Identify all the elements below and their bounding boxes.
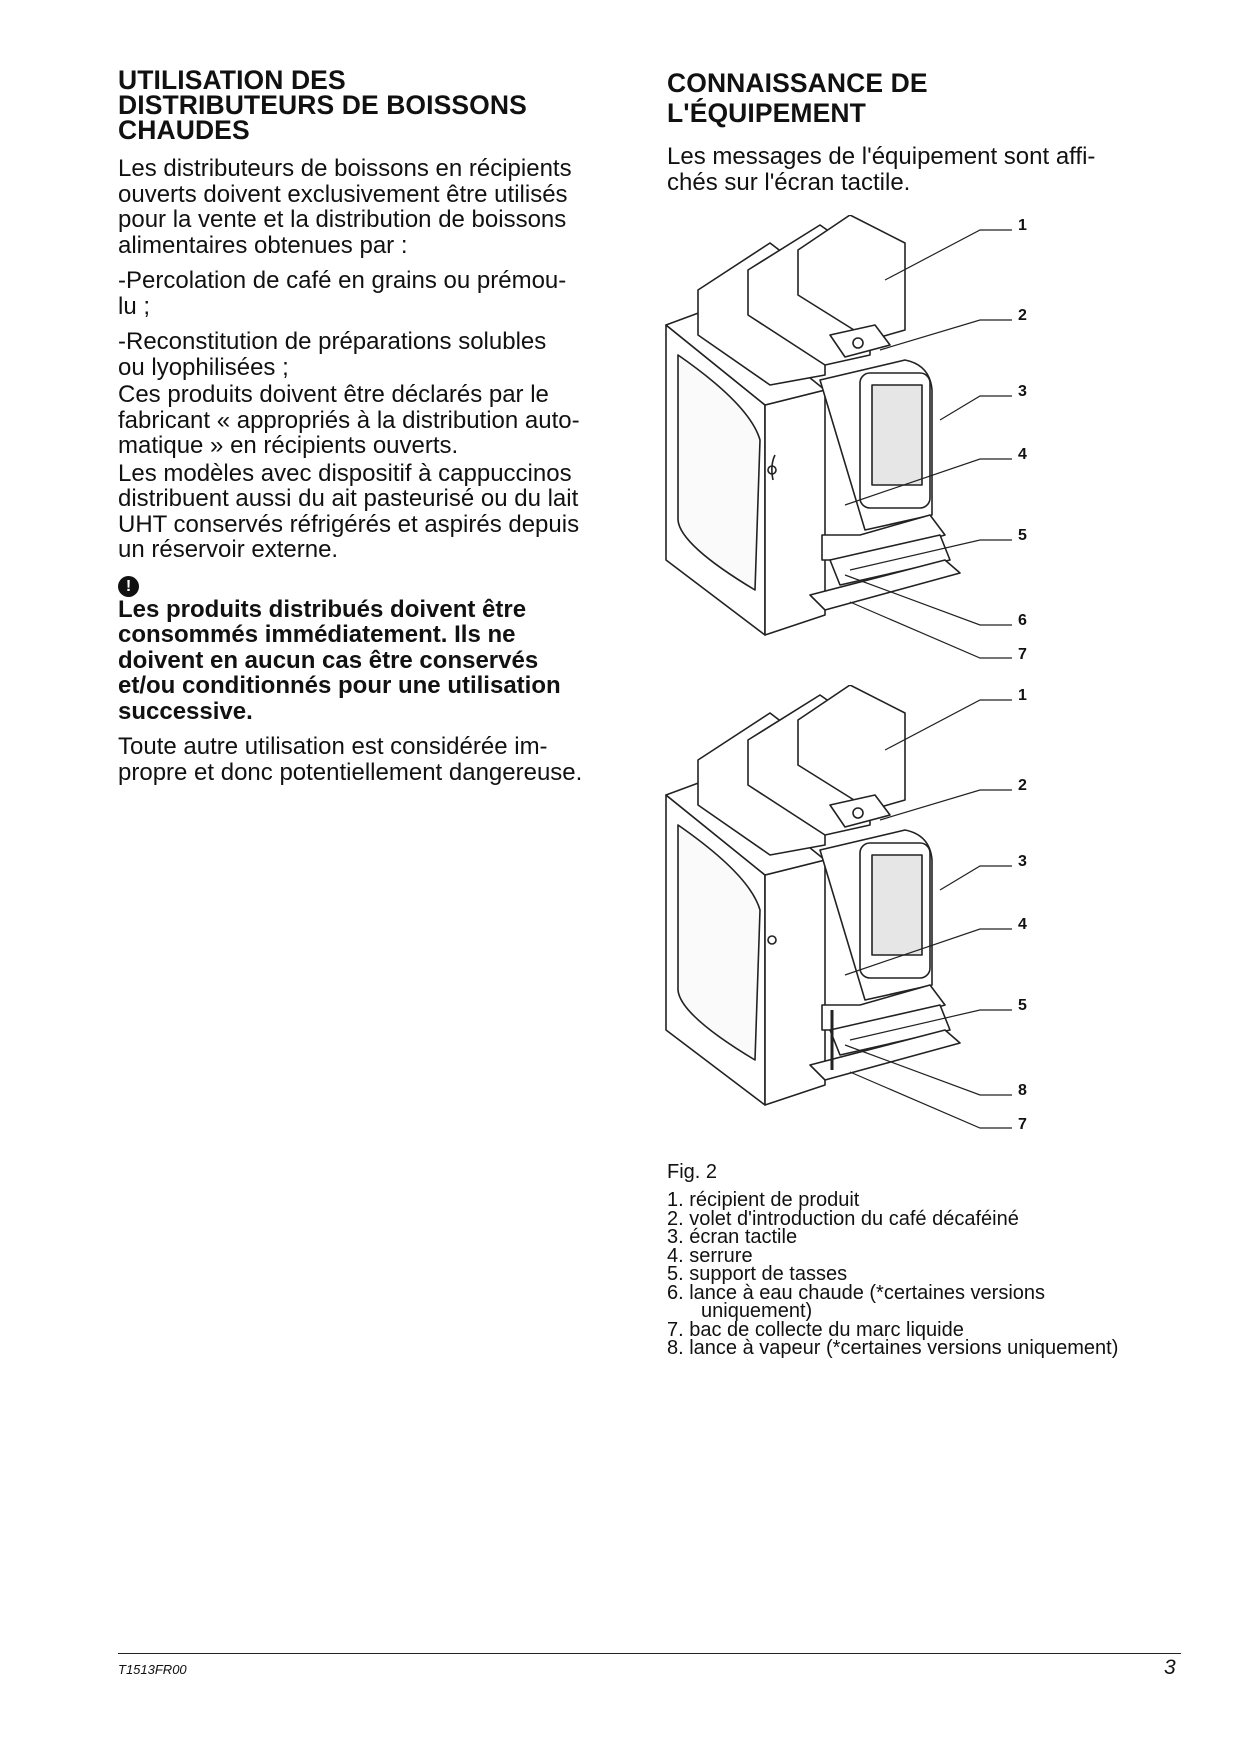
- legend-item: 2. volet d'introduction du café décaféiné: [667, 1207, 1019, 1230]
- legend-item: 8. lance à vapeur (*certaines versions uniquement): [667, 1337, 1119, 1359]
- callout-4: 4: [1018, 446, 1027, 463]
- document-code: T1513FR00: [118, 1662, 187, 1677]
- section-heading-usage: UTILISATION DES DISTRIBUTEURS DE BOISSONS CHAUDES: [118, 65, 527, 145]
- improper-use-paragraph: Toute autre utilisation est considérée im- propre et donc potentiellement dangereuse.: [118, 733, 583, 786]
- callout-7: 7: [1018, 646, 1027, 663]
- legend-item: 4. serrure: [667, 1244, 753, 1267]
- legend-item: 3. écran tactile: [667, 1226, 798, 1248]
- bullet-reconstitution: -Reconstitution de préparations solubles ou lyophilisées ;: [118, 328, 547, 381]
- legend-item: 6. lance à eau chaude (*certaines versions: [667, 1281, 1046, 1304]
- callout-5: 5: [1018, 997, 1027, 1014]
- left-column: [118, 65, 638, 786]
- footer-rule: [118, 1653, 1181, 1654]
- callout-3: 3: [1018, 853, 1027, 870]
- legend-item: 1. récipient de produit: [667, 1189, 860, 1211]
- page-number: 3: [1164, 1656, 1176, 1679]
- callout-8: 8: [1018, 1082, 1027, 1099]
- callout-4: 4: [1018, 916, 1027, 933]
- callout-7: 7: [1018, 1116, 1027, 1133]
- callout-1: 1: [1018, 687, 1027, 704]
- callout-2: 2: [1018, 307, 1027, 324]
- cappuccino-paragraph: Les modèles avec dispositif à cappuccinos distribuent aussi du ait pasteurisé ou du lait UHT conservés réfrigérés et aspirés depuis un réservoir externe.: [118, 459, 580, 563]
- legend-item-continuation: uniquement): [701, 1300, 813, 1322]
- warning-icon: !: [118, 576, 139, 597]
- right-column: [667, 68, 1207, 195]
- bullet-percolation: -Percolation de café en grains ou prémou- lu ;: [118, 267, 567, 320]
- figure-2-leader-lines: [840, 690, 1020, 1130]
- declaration-paragraph: Ces produits doivent être déclarés par le fabricant « appropriés à la distribution auto- matique » en récipients ouverts.: [118, 381, 580, 459]
- section-heading-equipment: CONNAISSANCE DE L'ÉQUIPEMENT: [667, 68, 928, 128]
- legend-item: 7. bac de collecte du marc liquide: [667, 1318, 964, 1341]
- warning-paragraph: ! Les produits distribués doivent être consommés immédiatement. Ils ne doivent en aucun cas être conservés et/ou conditionnés pour une utilisation successive.: [118, 577, 561, 725]
- figure-1-leader-lines: [840, 220, 1020, 660]
- legend-item: 5. support de tasses: [667, 1263, 848, 1285]
- callout-1: 1: [1018, 217, 1027, 234]
- callout-6: 6: [1018, 612, 1027, 629]
- equipment-intro: Les messages de l'équipement sont affi- chés sur l'écran tactile.: [667, 143, 1096, 196]
- intro-paragraph: Les distributeurs de boissons en récipients ouverts doivent exclusivement être utilisés pour la vente et la distribution de boissons alimentaires obtenues par :: [118, 155, 572, 259]
- figure-legend: [667, 1191, 1118, 1358]
- callout-2: 2: [1018, 777, 1027, 794]
- callout-5: 5: [1018, 527, 1027, 544]
- figure-label: Fig. 2: [667, 1161, 718, 1183]
- callout-3: 3: [1018, 383, 1027, 400]
